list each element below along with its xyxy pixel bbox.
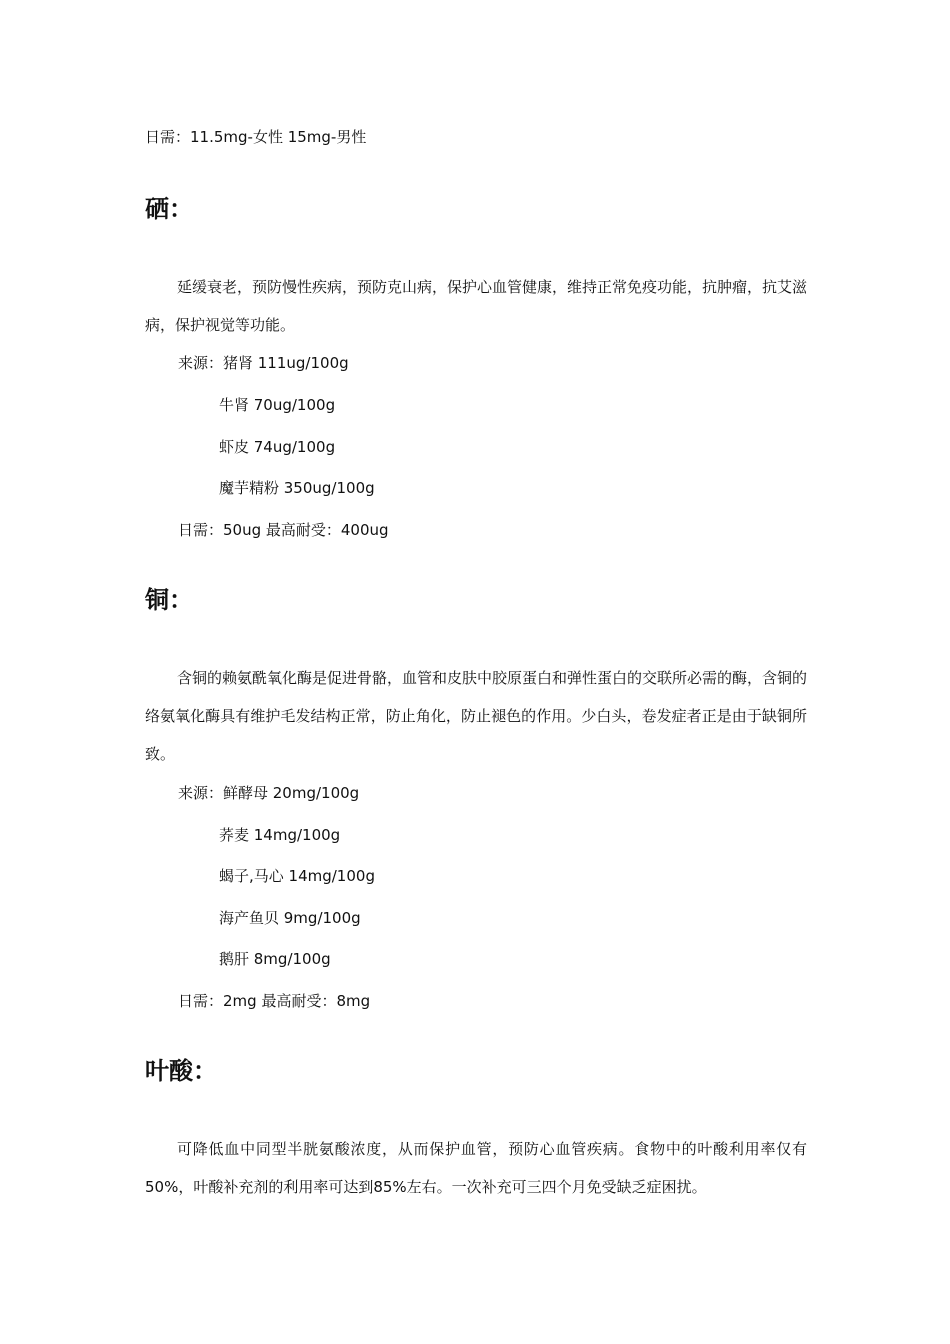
selenium-source-4: 魔芋精粉 350ug/100g	[219, 479, 375, 497]
copper-source-1: 来源：鲜酵母 20mg/100g	[178, 784, 360, 802]
folate-heading: 叶酸：	[145, 1057, 217, 1085]
copper-source-3: 蝎子,马心 14mg/100g	[219, 867, 375, 885]
selenium-heading: 硒：	[145, 195, 193, 223]
selenium-source-1: 来源：猪肾 111ug/100g	[178, 354, 349, 372]
folate-description: 可降低血中同型半胱氨酸浓度，从而保护血管，预防心血管疾病。食物中的叶酸利用率仅有 50%，叶酸补充剂的利用率可达到85%左右。一次补充可三四个月免受缺乏症困扰。	[145, 1140, 807, 1196]
selenium-source-2: 牛肾 70ug/100g	[219, 396, 336, 414]
top-daily-requirement: 日需：11.5mg-女性 15mg-男性	[145, 128, 367, 146]
copper-description: 含铜的赖氨酰氧化酶是促进骨骼，血管和皮肤中胶原蛋白和弹性蛋白的交联所必需的酶，含铜的络氨氧化酶具有维护毛发结构正常，防止角化，防止褪色的作用。少白头，卷发症者正是由于缺铜所致。	[145, 669, 808, 763]
selenium-daily-requirement: 日需：50ug 最高耐受：400ug	[178, 521, 389, 539]
selenium-source-3: 虾皮 74ug/100g	[219, 438, 336, 456]
copper-source-2: 荞麦 14mg/100g	[219, 826, 341, 844]
copper-source-5: 鹅肝 8mg/100g	[219, 950, 331, 968]
copper-heading: 铜：	[145, 586, 193, 614]
selenium-description: 延缓衰老，预防慢性疾病，预防克山病，保护心血管健康，维持正常免疫功能，抗肿瘤，抗艾滋病，保护视觉等功能。	[145, 278, 808, 334]
copper-source-4: 海产鱼贝 9mg/100g	[219, 909, 361, 927]
copper-daily-requirement: 日需：2mg 最高耐受：8mg	[178, 992, 371, 1010]
